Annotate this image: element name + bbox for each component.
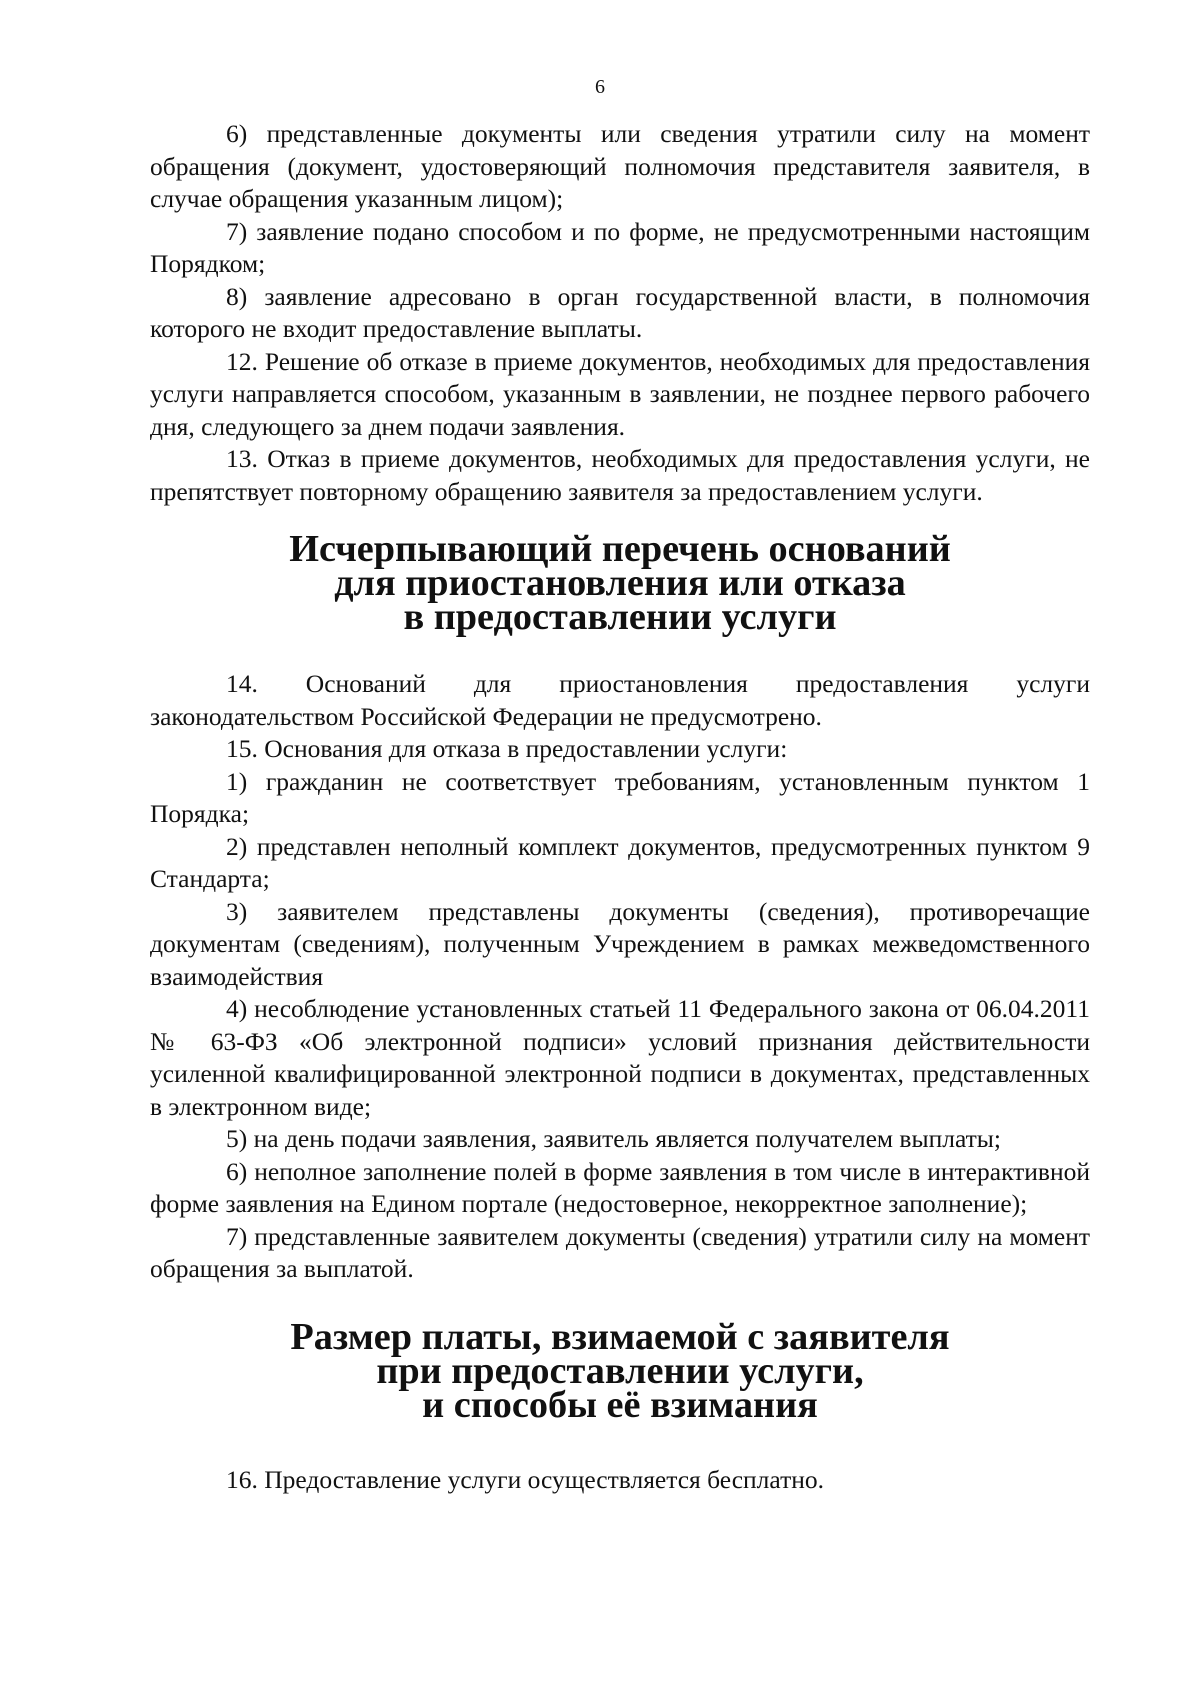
section-heading xyxy=(150,528,1090,638)
page-number: 6 xyxy=(595,76,605,98)
paragraph: 6) неполное заполнение полей в форме заявления в том числе в интерактивной форме заявления на Едином портале (недостоверное, некорректное заполнение); xyxy=(150,1156,1090,1218)
heading-line: и способы её взимания xyxy=(422,1383,818,1426)
paragraph: 6) представленные документы или сведения утратили силу на момент обращения (документ, удостоверяющий полномочия представителя заявителя, в случае обращения указанным лицом); xyxy=(150,119,1090,213)
heading-line: Исчерпывающий перечень оснований xyxy=(289,528,951,570)
paragraph: 4) несоблюдение установленных статьей 11 Федерального закона от 06.04.2011 № 63-ФЗ «Об электронной подписи» условий признания действительности усиленной квалифицированной электронной подписи в документах, представленных в электронном виде; xyxy=(150,994,1090,1121)
document-body xyxy=(150,118,1090,1496)
section-heading xyxy=(150,1315,1090,1426)
paragraph: 7) заявление подано способом и по форме, не предусмотренными настоящим Порядком; xyxy=(150,216,1090,278)
paragraph: 1) гражданин не соответствует требованиям, установленным пунктом 1 Порядка; xyxy=(150,766,1090,828)
paragraph: 16. Предоставление услуги осуществляется бесплатно. xyxy=(226,1464,824,1494)
paragraph: 12. Решение об отказе в приеме документов, необходимых для предоставления услуги направляется способом, указанным в заявлении, не позднее первого рабочего дня, следующего за днем подачи заявления. xyxy=(150,346,1090,441)
heading-line: Размер платы, взимаемой с заявителя xyxy=(290,1315,950,1358)
paragraph: 3) заявителем представлены документы (сведения), противоречащие документам (сведениям), полученным Учреждением в рамках межведомственного взаимодействия xyxy=(150,896,1090,991)
paragraph: 14. Оснований для приостановления предоставления услуги законодательством Российской Федерации не предусмотрено. xyxy=(150,669,1090,731)
paragraph: 7) представленные заявителем документы (сведения) утратили силу на момент обращения за выплатой. xyxy=(150,1221,1090,1283)
paragraph: 2) представлен неполный комплект документов, предусмотренных пунктом 9 Стандарта; xyxy=(150,831,1090,893)
paragraph: 8) заявление адресовано в орган государственной власти, в полномочия которого не входит предоставление выплаты. xyxy=(150,281,1090,343)
paragraph: 13. Отказ в приеме документов, необходимых для предоставления услуги, не препятствует повторному обращению заявителя за предоставлением услуги. xyxy=(150,444,1090,506)
heading-line: при предоставлении услуги, xyxy=(376,1349,864,1392)
heading-line: для приостановления или отказа xyxy=(334,562,906,604)
paragraph: 5) на день подачи заявления, заявитель является получателем выплаты; xyxy=(226,1124,1001,1153)
heading-line: в предоставлении услуги xyxy=(403,596,837,638)
paragraph: 15. Основания для отказа в предоставлении услуги: xyxy=(226,734,788,763)
